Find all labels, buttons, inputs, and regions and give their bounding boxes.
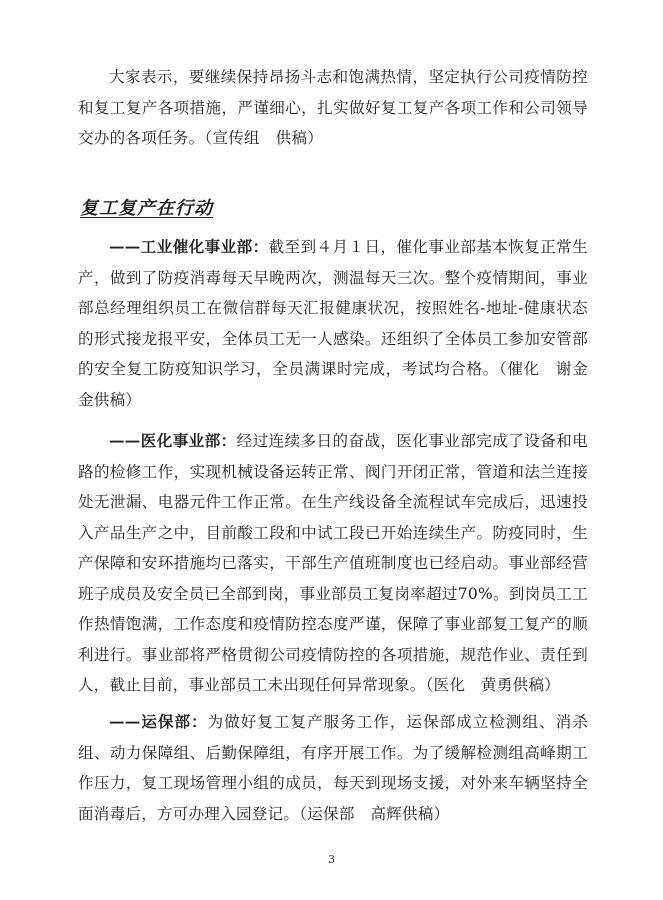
- industrial-catalysis-lead: ——工业催化事业部：: [109, 237, 269, 256]
- operations-support-paragraph: [78, 707, 588, 829]
- section-heading: 复工复产在行动: [80, 198, 213, 219]
- intro-paragraph: 大家表示，要继续保持昂扬斗志和饱满热情，坚定执行公司疫情防控和复工复产各项措施，严谨细心，扎实做好复工复产各项工作和公司领导交办的各项任务。（宣传组 供稿）: [78, 68, 588, 147]
- industrial-catalysis-body: 截至到４月１日，催化事业部基本恢复正常生产，做到了防疫消毒每天早晚两次，测温每天三次。整个疫情期间，事业部总经理组织员工在微信群每天汇报健康状况，按照姓名-地址-健康状态的形式接龙报平安，全体员工无一人感染。还组织了全体员工参加安管部的安全复工防疫知识学习，全员满课时完成，考试均合格。（催化 谢金金供稿）: [78, 238, 588, 409]
- operations-support-lead: ——运保部：: [109, 712, 208, 731]
- medical-chemical-lead: ——医化事业部：: [109, 431, 237, 450]
- medical-chemical-paragraph: [78, 426, 588, 701]
- medical-chemical-body: 经过连续多日的奋战，医化事业部完成了设备和电路的检修工作，实现机械设备运转正常、阀门开闭正常，管道和法兰连接处无泄漏、电器元件工作正常。在生产线设备全流程试车完成后，迅速投入产品生产之中，目前酸工段和中试工段已开始连续生产。防疫同时，生产保障和安环措施均已落实，干部生产值班制度也已经启动。事业部经营班子成员及安全员已全部到岗，事业部员工复岗率超过70%。到岗员工工作热情饱满，工作态度和疫情防控态度严谨，保障了事业部复工复产的顺利进行。事业部将严格贯彻公司疫情防控的各项措施，规范作业、责任到人，截止目前，事业部员工未出现任何异常现象。（医化 黄勇供稿）: [78, 432, 588, 694]
- operations-support-body: 为做好复工复产服务工作，运保部成立检测组、消杀组、动力保障组、后勤保障组，有序开展工作。为了缓解检测组高峰期工作压力，复工现场管理小组的成员，每天到现场支援，对外来车辆坚持全面消毒后，方可办理入园登记。（运保部 高辉供稿）: [78, 713, 588, 823]
- page-number: 3: [328, 853, 335, 866]
- industrial-catalysis-paragraph: [78, 232, 588, 415]
